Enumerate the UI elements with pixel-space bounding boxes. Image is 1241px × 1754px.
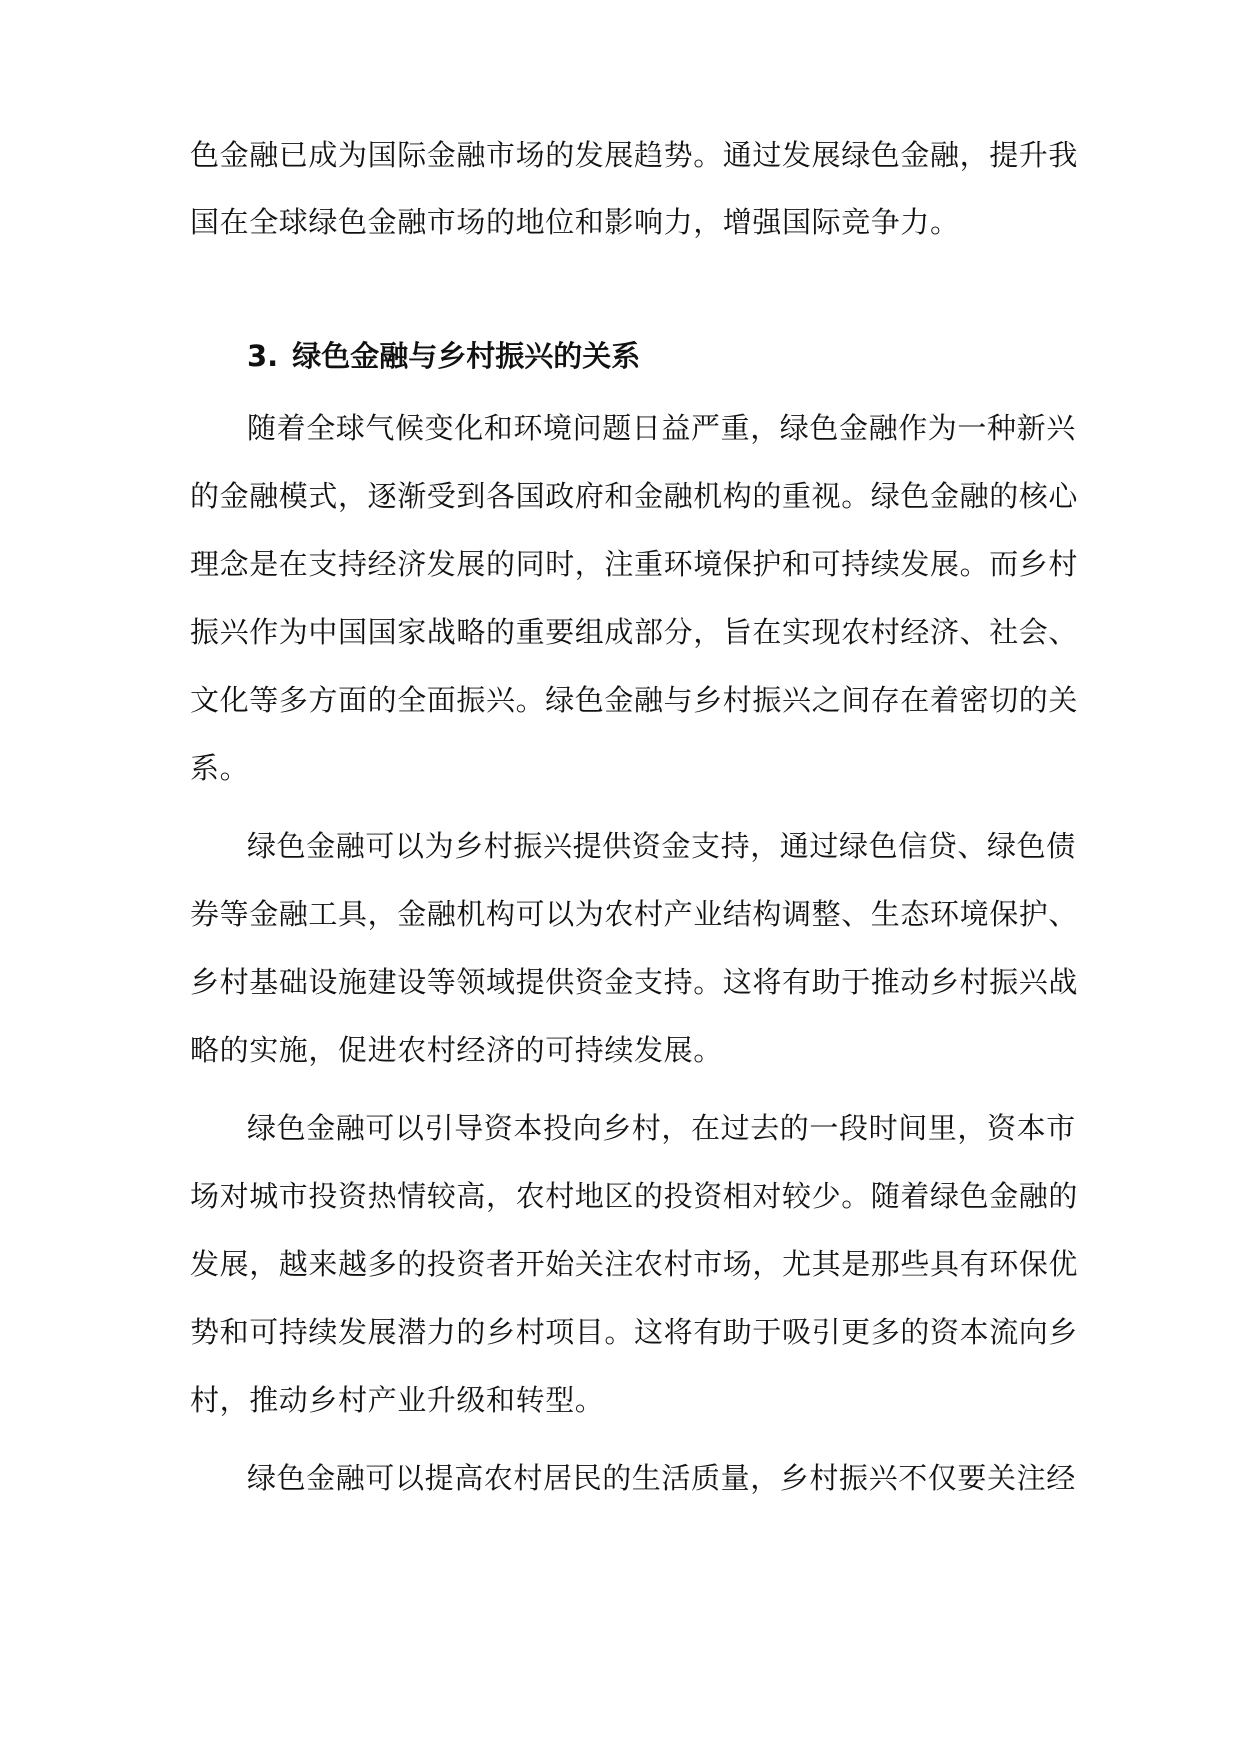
section-number: 3. [247, 339, 279, 373]
section-title: 绿色金融与乡村振兴的关系 [292, 339, 641, 373]
section-heading [247, 336, 640, 376]
paragraph-1-line-3: 理念是在支持经济发展的同时，注重环境保护和可持续发展。而乡村 [190, 547, 1079, 581]
paragraph-3-line-3: 发展，越来越多的投资者开始关注农村市场，尤其是那些具有环保优 [190, 1247, 1079, 1281]
paragraph-2-line-4: 略的实施，促进农村经济的可持续发展。 [190, 1033, 723, 1067]
paragraph-2-line-1: 绿色金融可以为乡村振兴提供资金支持，通过绿色信贷、绿色债 [247, 829, 1076, 863]
paragraph-3-line-5: 村，推动乡村产业升级和转型。 [190, 1383, 605, 1417]
paragraph-2-line-2: 券等金融工具，金融机构可以为农村产业结构调整、生态环境保护、 [190, 897, 1079, 931]
intro-line-2: 国在全球绿色金融市场的地位和影响力，增强国际竞争力。 [190, 205, 960, 239]
intro-line-1: 色金融已成为国际金融市场的发展趋势。通过发展绿色金融，提升我 [190, 138, 1079, 172]
paragraph-3-line-2: 场对城市投资热情较高，农村地区的投资相对较少。随着绿色金融的 [190, 1179, 1079, 1213]
paragraph-1-line-4: 振兴作为中国国家战略的重要组成部分，旨在实现农村经济、社会、 [190, 615, 1079, 649]
paragraph-3-line-1: 绿色金融可以引导资本投向乡村，在过去的一段时间里，资本市 [247, 1111, 1076, 1145]
paragraph-1-line-1: 随着全球气候变化和环境问题日益严重，绿色金融作为一种新兴 [247, 411, 1076, 445]
paragraph-1-line-5: 文化等多方面的全面振兴。绿色金融与乡村振兴之间存在着密切的关 [190, 683, 1079, 717]
paragraph-4-line-1: 绿色金融可以提高农村居民的生活质量，乡村振兴不仅要关注经 [247, 1461, 1076, 1495]
paragraph-1-line-6: 系。 [190, 751, 250, 785]
paragraph-1-line-2: 的金融模式，逐渐受到各国政府和金融机构的重视。绿色金融的核心 [190, 479, 1079, 513]
paragraph-3-line-4: 势和可持续发展潜力的乡村项目。这将有助于吸引更多的资本流向乡 [190, 1315, 1079, 1349]
paragraph-2-line-3: 乡村基础设施建设等领域提供资金支持。这将有助于推动乡村振兴战 [190, 965, 1079, 999]
